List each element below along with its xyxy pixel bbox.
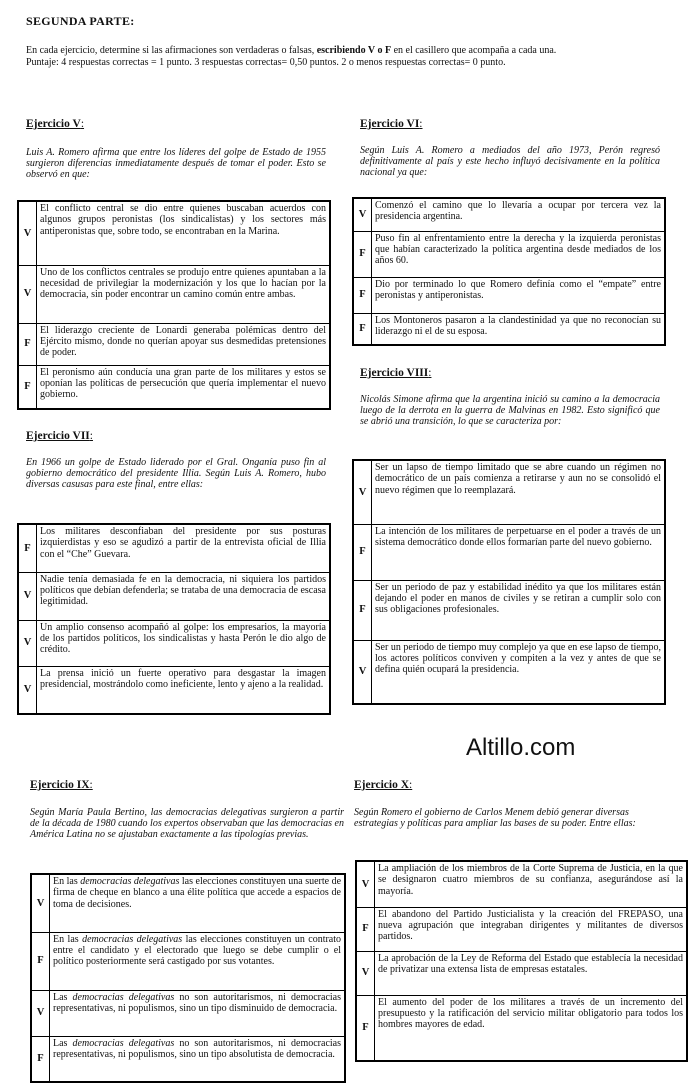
statement-cell: Los militares desconfiaban del presidente por sus posturas izquierdistas y eso se agudizó a partir de la entrevista oficial de Illia con el “Che” Guevara. [37,524,331,572]
statement-cell: Las democracias delegativas no son autoritarismos, ni democracias representativas, ni populismos, sino un tipo disminuido de democracia. [50,990,346,1036]
exercise-viii-table [352,459,666,705]
table-row [356,951,687,995]
instructions [26,45,666,68]
answer-cell[interactable]: V [18,666,37,714]
page-heading: SEGUNDA PARTE: [26,14,135,28]
statement-cell: La ampliación de los miembros de la Corte Suprema de Justicia, en la que se designaron cuatro miembros de su confianza, asegurándose así la mayoría. [375,861,688,907]
statement-cell: Un amplio consenso acompañó al golpe: los empresarios, la mayoría de los partidos políticos, los sindicalistas y hasta Perón le dio algo de crédito. [37,620,331,666]
exercise-ix-prompt: Según María Paula Bertino, las democracias delegativas surgieron a partir de la década de 1980 cuando los expertos observaban que las democracias en América Latina no se ajustaban exactamente a las tipologías previas. [30,807,344,841]
answer-cell[interactable]: V [353,640,372,704]
exercise-vi-table [352,197,666,346]
statement-cell: Ser un lapso de tiempo limitado que se abre cuando un régimen no democrático de un país comienza a retirarse y aun no se consolidó el nuevo régimen que lo reemplazará. [372,460,666,524]
answer-cell[interactable]: F [356,995,375,1061]
exercise-viii-prompt: Nicolás Simone afirma que la argentina inició su camino a la democracia luego de la derrota en la guerra de Malvinas en 1982. Esto significó que se abrió una transición, lo que se caracteriza por: [360,394,660,428]
answer-cell[interactable]: F [18,524,37,572]
table-row [18,524,330,572]
statement-cell: En las democracias delegativas las elecciones constituyen un contrato entre el candidato y el electorado que luego se debe cumplir o el político posteriormente será castigado por sus votantes. [50,932,346,990]
statement-cell: El aumento del poder de los militares a través de un incremento del presupuesto y la ratificación del servicio militar obligatorio para todos los hombres mayores de edad. [375,995,688,1061]
instructions-text: En cada ejercicio, determine si las afirmaciones son verdaderas o falsas, [26,45,317,56]
statement-cell: Ser un periodo de tiempo muy complejo ya que en ese lapso de tiempo, los actores políticos conviven y compiten a la vez y antes de que se defina quién ocupará la presidencia. [372,640,666,704]
statement-cell: Nadie tenía demasiada fe en la democracia, ni siquiera los partidos políticos que debían defenderla; se trataba de una democracia de escasa legitimidad. [37,572,331,620]
exercise-vii-prompt: En 1966 un golpe de Estado liderado por el Gral. Onganía puso fin al gobierno democrático del presidente Illia. Según Luis A. Romero, hubo diversas casusas para este final, entre ellas: [26,457,326,491]
statement-cell: La intención de los militares de perpetuarse en el poder a través de un sistema democrático donde ellos formarían parte del nuevo gobierno. [372,524,666,580]
table-row [31,1036,345,1082]
answer-cell[interactable]: F [18,323,37,365]
statement-cell: En las democracias delegativas las elecciones constituyen una suerte de firma de cheque en blanco a una élite política que accede a espacios de toma de decisiones. [50,874,346,932]
exercise-v-table [17,200,331,410]
statement-cell: El peronismo aún conducía una gran parte de los militares y estos se oponían las políticas de persecución que quería implementar el nuevo gobierno. [37,365,331,409]
answer-cell[interactable]: V [353,460,372,524]
answer-cell[interactable]: V [18,620,37,666]
table-row [356,861,687,907]
exercise-v-title: Ejercicio V: [26,118,85,130]
exercise-vii-table [17,523,331,715]
answer-cell[interactable]: F [353,580,372,640]
exercise-vi-title: Ejercicio VI: [360,118,423,130]
statement-cell: La prensa inició un fuerte operativo para desgastar la imagen presidencial, mostrándolo como ineficiente, lento y ajeno a la realidad. [37,666,331,714]
statement-cell: Puso fin al enfrentamiento entre la derecha y la izquierda peronistas que habían caracterizado la política argentina desde mediados de los años 60. [372,231,666,277]
statement-cell: Dio por terminado lo que Romero definía como el “empate” entre peronistas y antiperonistas. [372,277,666,313]
table-row [18,201,330,265]
table-row [18,323,330,365]
statement-cell: Las democracias delegativas no son autoritarismos, ni democracias representativas, ni populismos, sino un tipo absolutista de democracia. [50,1036,346,1082]
site-brand: Altillo.com [466,734,576,761]
table-row [31,874,345,932]
instructions-text-end: en el casillero que acompaña a cada una. [391,45,557,56]
table-row [18,666,330,714]
table-row [18,620,330,666]
answer-cell[interactable]: F [31,1036,50,1082]
table-row [353,460,665,524]
table-row [353,524,665,580]
table-row [353,277,665,313]
instructions-line-2: Puntaje: 4 respuestas correctas = 1 punto. 3 respuestas correctas= 0,50 puntos. 2 o menos respuestas correctas= 0 punto. [26,56,506,68]
answer-cell[interactable]: V [353,198,372,231]
table-row [18,572,330,620]
exercise-x-title: Ejercicio X: [354,779,413,791]
table-row [31,932,345,990]
statement-cell: Comenzó el camino que lo llevaría a ocupar por tercera vez la presidencia argentina. [372,198,666,231]
table-row [353,231,665,277]
answer-cell[interactable]: V [356,951,375,995]
exercise-v-prompt: Luis A. Romero afirma que entre los líderes del golpe de Estado de 1955 surgieron diferencias inmediatamente después de tomar el poder. Esto se observó en que: [26,147,326,181]
instructions-line-1 [26,45,666,57]
exercise-x-prompt: Según Romero el gobierno de Carlos Menem debió generar diversas estrategias y políticas para ampliar las bases de su poder. Entre ellas: [354,807,636,830]
exercise-viii-title: Ejercicio VIII: [360,367,432,379]
answer-cell[interactable]: F [353,231,372,277]
answer-cell[interactable]: F [353,524,372,580]
answer-cell[interactable]: V [18,265,37,323]
answer-cell[interactable]: V [31,874,50,932]
table-row [356,907,687,951]
statement-cell: Ser un periodo de paz y estabilidad inédito ya que los militares están dejando el poder en manos de civiles y se retiran a cumplir solo con sus obligaciones profesionales. [372,580,666,640]
exercise-x-table [355,860,688,1062]
table-row [18,365,330,409]
statement-cell: El conflicto central se dio entre quienes buscaban acuerdos con algunos grupos peronistas (los sindicalistas) y los sectores más antiperonistas que, sobre todo, se encontraban en la Marina. [37,201,331,265]
table-row [356,995,687,1061]
answer-cell[interactable]: F [353,313,372,345]
table-row [31,990,345,1036]
statement-cell: El liderazgo creciente de Lonardi generaba polémicas dentro del Ejército mismo, donde no querían apoyar sus desmedidas pretensiones de poder. [37,323,331,365]
answer-cell[interactable]: F [353,277,372,313]
table-row [353,313,665,345]
statement-cell: Los Montoneros pasaron a la clandestinidad ya que no reconocían su liderazgo ni el de su esposa. [372,313,666,345]
exercise-ix-table [30,873,346,1083]
statement-cell: El abandono del Partido Justicialista y la creación del FREPASO, una nueva agrupación que integraban dirigentes y militantes de diversos partidos. [375,907,688,951]
exercise-ix-title: Ejercicio IX: [30,779,93,791]
answer-cell[interactable]: V [31,990,50,1036]
table-row [353,580,665,640]
answer-cell[interactable]: F [356,907,375,951]
answer-cell[interactable]: F [18,365,37,409]
table-row [18,265,330,323]
instructions-emphasis: escribiendo V o F [316,45,392,56]
exercise-vi-prompt: Según Luis A. Romero a mediados del año 1973, Perón regresó definitivamente al país y este hecho influyó decisivamente en la política nacional ya que: [360,145,660,179]
table-row [353,198,665,231]
answer-cell[interactable]: V [18,201,37,265]
answer-cell[interactable]: F [31,932,50,990]
exercise-vii-title: Ejercicio VII: [26,430,93,442]
answer-cell[interactable]: V [18,572,37,620]
statement-cell: Uno de los conflictos centrales se produjo entre quienes apuntaban a la necesidad de privilegiar la modernización y los que lo hacían por la democracia, sin poder encontrar un camino común entre ambas. [37,265,331,323]
answer-cell[interactable]: V [356,861,375,907]
statement-cell: La aprobación de la Ley de Reforma del Estado que establecía la necesidad de privatizar una extensa lista de empresas estatales. [375,951,688,995]
table-row [353,640,665,704]
